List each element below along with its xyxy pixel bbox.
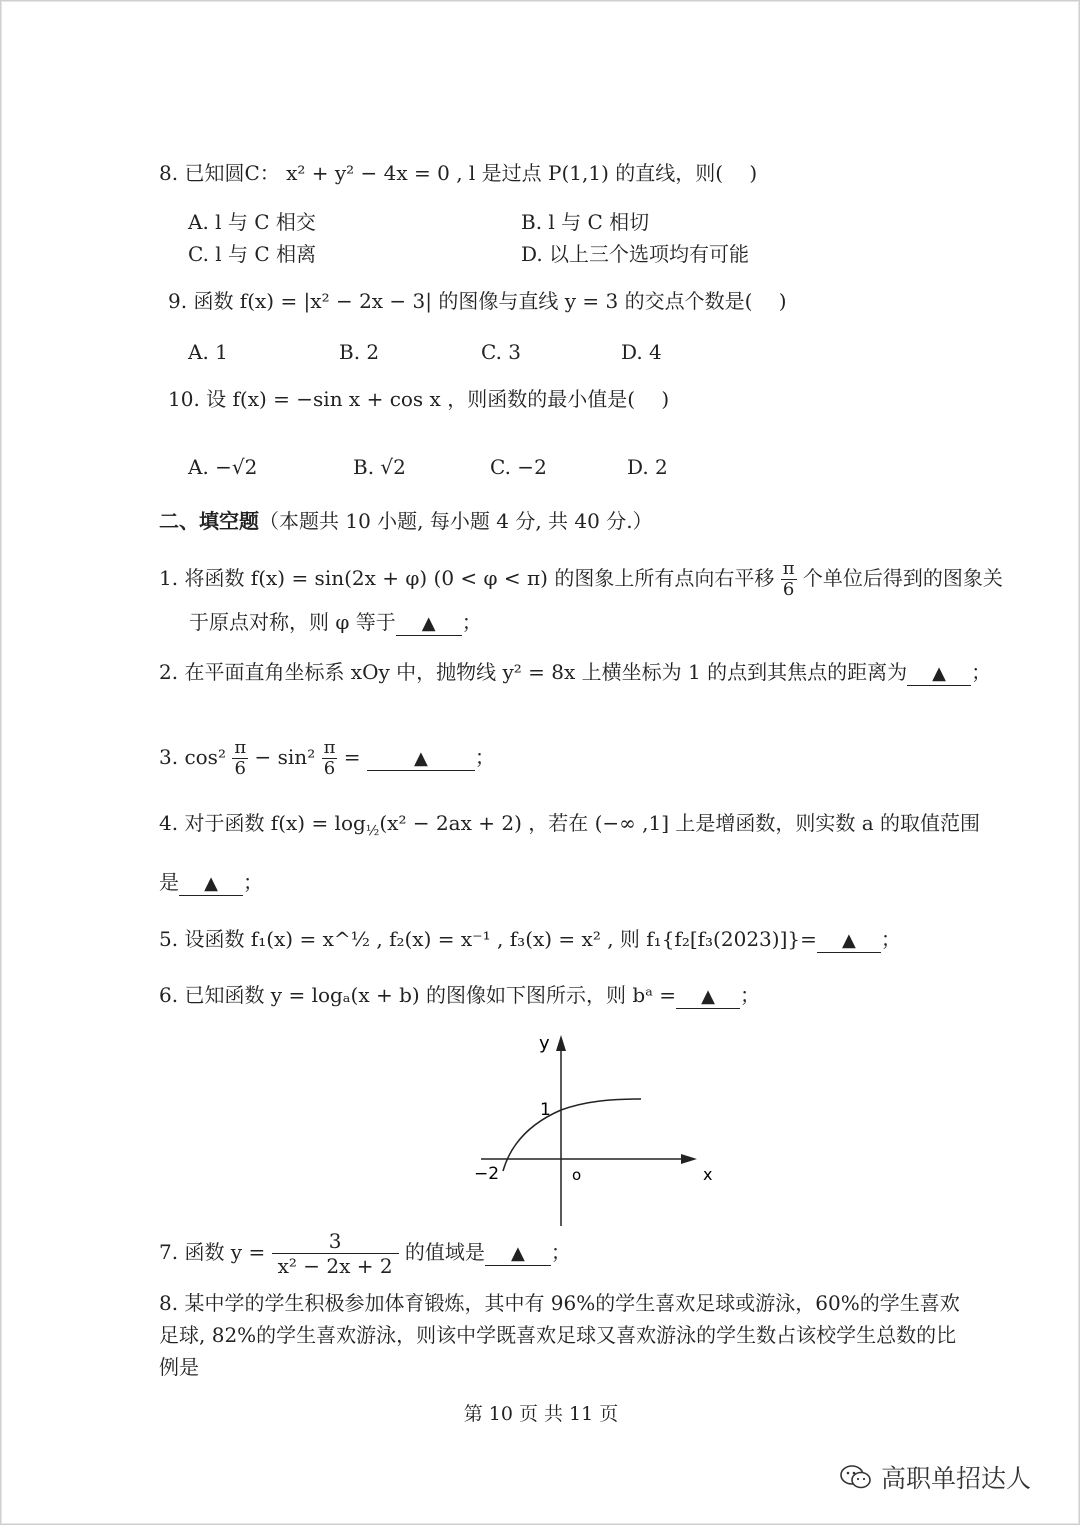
fill-question-8-line2: 足球, 82%的学生喜欢游泳，则该中学既喜欢足球又喜欢游泳的学生数占该校学生总数的比 [159,1323,957,1347]
triangle-icon: ▲ [511,1243,525,1264]
fill-q4-text-b: (x² − 2ax + 2) ，若在 (−∞ ,1] 上是增函数，则实数 a 的取值范围 [379,811,981,835]
triangle-icon: ▲ [413,748,428,769]
fill-q7-text-post: 的值域是 [404,1240,485,1264]
fill-q1-text-a: 1. 将函数 f(x) = sin(2x + φ) (0 < φ < π) 的图象上所有点向右平移 [159,566,775,590]
fill-question-1-line2 [189,608,482,636]
mc-question-10: 10. 设 f(x) = −sin x + cos x ，则函数的最小值是( ) [168,387,670,411]
fill-q7-text-pre: 7. 函数 y = [159,1240,266,1264]
answer-blank [676,984,740,1009]
mc-q8-option-a: A. l 与 C 相交 [188,210,316,234]
punctuation: ； [880,927,901,951]
triangle-icon: ▲ [421,613,436,634]
fill-q4-text-a: 4. 对于函数 f(x) = log [159,811,366,835]
fill-question-4-line1 [159,809,980,845]
mc-q8-option-d: D. 以上三个选项均有可能 [521,242,750,266]
section-title: 二、填空题 [159,509,259,533]
fill-q1-text-c: 于原点对称，则 φ 等于 [189,610,396,634]
fraction-denominator: 6 [323,758,336,779]
fill-q7-fraction [272,1229,399,1278]
mc-question-8: 8. 已知圆C： x² + y² − 4x = 0 , l 是过点 P(1,1) 的直线，则( ) [159,161,758,185]
fill-question-4-line2 [159,868,263,896]
fill-question-3 [159,729,495,785]
fill-question-2 [159,658,991,686]
mc-question-9: 9. 函数 f(x) = |x² − 2x − 3| 的图像与直线 y = 3 的交点个数是( ) [168,289,787,313]
log-function-graph [461,1031,731,1231]
punctuation: ； [971,660,992,684]
answer-blank [817,928,881,953]
triangle-icon: ▲ [841,930,856,951]
mc-q10-option-c: C. −2 [490,455,547,479]
watermark-text: 高职单招达人 [880,1464,1031,1493]
fill-question-8-line1: 8. 某中学的学生积极参加体育锻炼，其中有 96%的学生喜欢足球或游泳，60%的学生喜欢 [159,1291,960,1315]
x-axis-label: x [703,1165,713,1184]
fill-q5-text: 5. 设函数 f₁(x) = x^½ , f₂(x) = x⁻¹ , f₃(x) = x² , 则 f₁{f₂[f₃(2023)]}= [159,927,817,951]
watermark [839,1459,1031,1495]
fill-q1-text-b: 个单位后得到的图象关 [802,566,1003,590]
fill-question-8-line3: 例是 [159,1355,199,1379]
fill-q3-text-mid: − sin² [254,745,316,769]
fraction-numerator: π [234,737,247,758]
y-axis-label: y [539,1033,550,1054]
punctuation: ； [474,745,495,769]
mc-q9-option-a: A. 1 [188,340,228,364]
fraction-numerator: 3 [272,1229,399,1254]
triangle-icon: ▲ [932,663,946,684]
fraction-denominator: 6 [234,758,246,779]
fill-q2-text: 2. 在平面直角坐标系 xOy 中，抛物线 y² = 8x 上横坐标为 1 的点到其焦点的距离为 [159,660,908,684]
answer-blank [485,1241,551,1266]
fraction-numerator: π [782,558,795,579]
punctuation: ； [740,983,761,1007]
section-note: （本题共 10 小题, 每小题 4 分, 共 40 分.） [259,509,653,533]
fill-question-7 [159,1227,571,1278]
fraction-denominator: x² − 2x + 2 [277,1254,393,1278]
answer-blank [179,871,243,896]
mc-q8-option-c: C. l 与 C 相离 [188,242,317,266]
fill-question-6 [159,981,760,1009]
fill-q3-equals: = [343,745,361,769]
y-axis-arrow [556,1035,566,1051]
triangle-icon: ▲ [204,873,218,894]
punctuation: ； [461,610,482,634]
fraction-numerator: π [323,737,336,758]
mc-q10-option-a: A. −√2 [188,455,258,479]
origin-label: o [572,1166,582,1184]
mc-q10-option-d: D. 2 [627,455,668,479]
punctuation: ； [243,870,263,894]
mc-q9-option-d: D. 4 [621,340,662,364]
triangle-icon: ▲ [701,986,715,1007]
fill-q4-text-c: 是 [159,870,179,894]
answer-blank [907,661,971,686]
fill-q3-text-pre: 3. cos² [159,745,226,769]
page-footer: 第 10 页 共 11 页 [463,1403,619,1425]
mc-q9-option-b: B. 2 [339,340,380,364]
punctuation: ； [550,1240,571,1264]
log-curve [503,1099,641,1171]
fill-q1-fraction [781,559,797,600]
x-tick-label: −2 [474,1164,500,1184]
section-heading [159,507,653,535]
mc-q8-option-b: B. l 与 C 相切 [521,210,650,234]
mc-q9-option-c: C. 3 [481,340,522,364]
answer-blank [367,746,475,771]
chat-bubble-icon [839,1463,873,1491]
fill-q3-fraction-2 [322,738,338,779]
x-axis-arrow [681,1154,697,1164]
mc-q10-option-b: B. √2 [353,455,406,479]
fill-q3-fraction-1 [232,738,248,779]
log-base: ½ [365,823,380,839]
answer-blank [396,611,462,636]
fill-question-5 [159,925,901,953]
fill-q6-text: 6. 已知函数 y = logₐ(x + b) 的图像如下图所示，则 bᵃ = [159,983,677,1007]
y-tick-label: 1 [540,1100,551,1120]
fraction-denominator: 6 [782,579,795,600]
fill-question-1-line1 [159,559,1003,600]
